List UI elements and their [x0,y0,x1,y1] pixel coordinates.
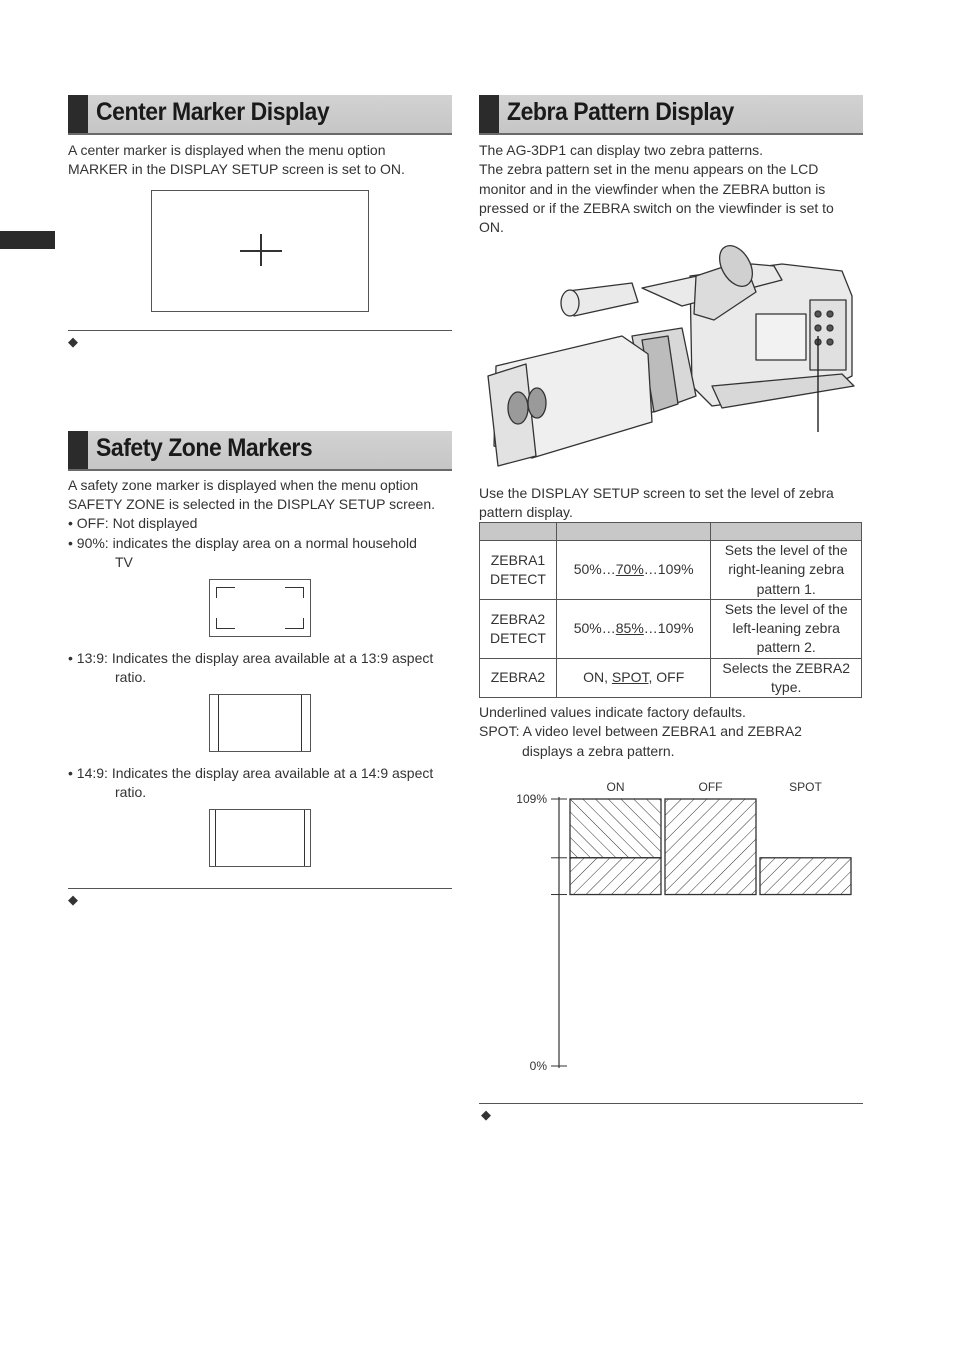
safety-14-9-frame [209,809,311,867]
zebra-title: Zebra Pattern Display [507,98,734,126]
bullet-off: • OFF: Not displayed [68,515,198,531]
bullet-14-9-line-2: ratio. [115,784,147,800]
category-label-spot: SPOT [789,780,822,794]
category-label-off: OFF [698,780,723,794]
underline-note: Underlined values indicate factory defaults. [479,704,746,720]
note-divider [68,888,452,889]
zebra-level-chart [479,772,863,1082]
zebra-description [479,141,834,237]
corner-top-right [285,587,304,598]
section-tab-marker [0,231,55,249]
zebra-settings-table [479,522,862,698]
setting-range-end: …109% [643,620,694,637]
item-line-1: ZEBRA1 [490,551,546,568]
side-line-right [301,695,302,751]
setting-option-on: ON, [583,669,612,686]
description-line-1: Sets the level of the [724,542,848,558]
center-para-line-1: A center marker is displayed when the menu option [68,142,386,158]
bar-on-lower [570,858,661,895]
bullet-90-line-2: TV [115,554,133,570]
safety-zone-heading [68,431,452,471]
item-line-1: ZEBRA2 [490,669,546,686]
y-tick-label-top: 109% [516,792,547,806]
safety-13-9-frame [209,694,311,752]
note-diamond-icon: ◆ [68,892,78,907]
zebra-para-line-5: ON. [479,219,504,236]
description-line-3: pattern 1. [756,580,816,597]
side-line-left [218,695,219,751]
center-marker-heading [68,95,452,135]
table-cell-item [480,599,557,658]
corner-top-left [216,587,235,598]
table-row [480,541,862,600]
table-cell-description [711,599,862,658]
setting-range-start: 50%… [573,561,616,578]
center-marker-title: Center Marker Display [96,98,330,126]
description-line-2: type. [771,679,802,696]
table-cell-description [711,658,862,698]
category-label-on: ON [606,780,625,794]
table-cell-setting [556,658,710,698]
chart-bars [570,799,851,895]
description-line-1: Sets the level of the [724,600,848,617]
safety-para-line-2: SAFETY ZONE is selected in the DISPLAY SETUP screen. [68,496,436,513]
setting-range-end: …109% [643,561,694,578]
bar-off [665,799,756,895]
table-cell-item [480,541,557,600]
crosshair-vertical [260,234,262,266]
safety-para-line-1: A safety zone marker is displayed when the menu option [68,477,419,493]
switch-panel [810,300,846,370]
zebra-setup-line-2: pattern display. [479,504,573,521]
center-marker-screen [151,190,369,312]
zebra-setup-line-1: Use the DISPLAY SETUP screen to set the level of zebra [479,485,834,501]
side-panel [756,314,806,360]
bar-on-upper [570,799,661,858]
zebra-para-line-1: The AG-3DP1 can display two zebra patterns. [479,142,764,158]
lens-glass-right [528,388,546,418]
zebra-para-line-4: pressed or if the ZEBRA switch on the viewfinder is set to [479,199,834,216]
table-cell-description [711,541,862,600]
table-header-row [480,523,862,541]
setting-default-value: 85% [615,620,644,637]
bar-spot [760,858,851,895]
item-line-2: DETECT [489,570,546,587]
center-para-line-2: MARKER in the DISPLAY SETUP screen is set to ON. [68,161,405,178]
zebra-heading [479,95,863,135]
zebra-setup-intro [479,484,834,523]
table-header-cell [711,523,862,541]
note-divider [479,1103,863,1104]
bullet-90-line-1: • 90%: indicates the display area on a normal household [68,535,417,551]
corner-bottom-right [285,618,304,629]
safety-90-frame [209,579,311,637]
setting-range-start: 50%… [573,620,616,637]
microphone-tip [561,290,579,316]
setting-option-off: , OFF [648,669,685,686]
description-line-2: left-leaning zebra [732,620,840,637]
heading-bar [68,95,88,133]
chart-axis [551,797,567,1068]
heading-bar [68,431,88,469]
description-line-3: pattern 2. [756,639,816,656]
table-row [480,599,862,658]
camera-illustration [482,236,860,474]
spot-note-line-1: SPOT: A video level between ZEBRA1 and ZEBRA2 [479,723,802,739]
y-tick-label-bottom: 0% [529,1059,547,1073]
setting-default-value: 70% [615,561,644,578]
safety-zone-description [68,476,435,515]
zebra-para-line-2: The zebra pattern set in the menu appears on the LCD [479,161,819,178]
table-row [480,658,862,698]
note-diamond-icon: ◆ [481,1107,491,1122]
corner-bottom-left [216,618,235,629]
table-header-cell [480,523,557,541]
table-cell-item [480,658,557,698]
lens-glass-left [508,392,528,424]
item-line-2: DETECT [489,629,546,646]
table-cell-setting [556,599,710,658]
spot-note-line-2: displays a zebra pattern. [522,743,675,759]
side-line-right [304,810,305,866]
setting-default-value: SPOT [611,669,649,686]
bullet-13-9-line-1: • 13:9: Indicates the display area available at a 13:9 aspect [68,650,434,666]
item-line-1: ZEBRA2 [490,610,546,627]
description-line-2: right-leaning zebra [728,561,845,578]
safety-zone-title: Safety Zone Markers [96,434,313,462]
zebra-para-line-3: monitor and in the viewfinder when the ZEBRA button is [479,180,826,197]
table-header-cell [556,523,710,541]
bullet-13-9-line-2: ratio. [115,669,147,685]
side-line-left [215,810,216,866]
center-marker-description [68,141,405,180]
bullet-14-9-line-1: • 14:9: Indicates the display area available at a 14:9 aspect [68,765,434,781]
note-divider [68,330,452,331]
note-diamond-icon: ◆ [68,334,78,349]
heading-bar [479,95,499,133]
table-cell-setting [556,541,710,600]
description-line-1: Selects the ZEBRA2 [722,659,851,676]
